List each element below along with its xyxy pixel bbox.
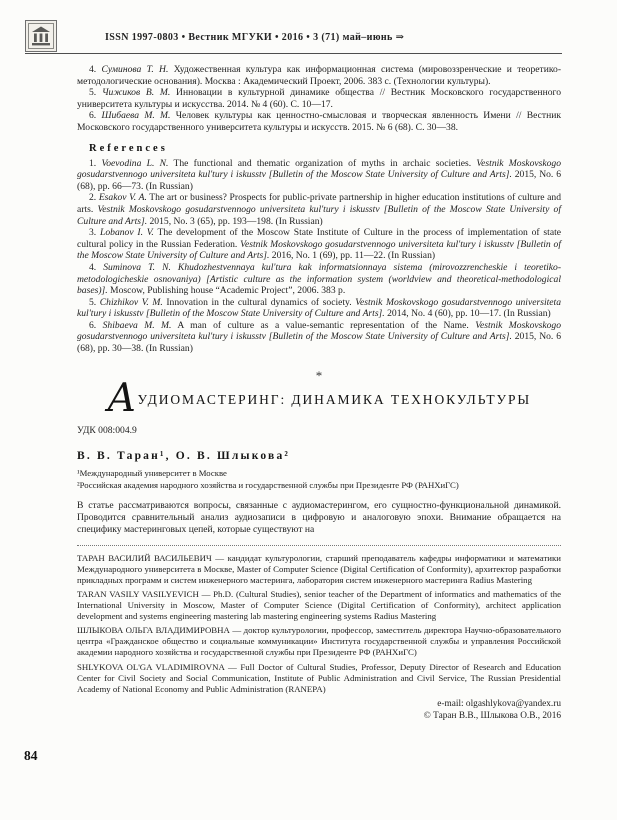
title-text: УДИОМАСТЕРИНГ: ДИНАМИКА ТЕХНОКУЛЬТУРЫ [137,391,532,407]
reference-item: 6. Shibaeva M. M. A man of culture as a value-semantic representation of the Name. Vestnik Moskovskogo gosudarstvennogo universiteta kul'tury i iskusstv [Bulletin of the Moscow State University of Culture and Arts]. 2015, No. 6 (68), pp. 30—38. (In Russian) [77,319,562,355]
title-drop-cap: А [106,375,137,421]
reference-item: 5. Chizhikov V. M. Innovation in the cultural dynamics of society. Vestnik Moskovskogo gosudarstvennogo universiteta kul'tury i iskusstv [Bulletin of the Moscow State University of Culture and Arts]. 2014, No. 4 (60), pp. 10—17. (In Russian) [77,296,561,320]
bio-item: ШЛЫКОВА ОЛЬГА ВЛАДИМИРОВНА — доктор культурологии, профессор, заместитель директора Научно-образовательного центра «Гражданское общество и социальные коммуникации» Института государственной службы и управления Российской академии народного хозяйства и государственной службы при Президенте РФ (РАНХиГС) [77,625,561,658]
email-line: e-mail: olgashlykova@yandex.ru [437,698,561,709]
page-number: 84 [24,748,38,763]
page-content [77,64,561,723]
udc-code: УДК 008:004.9 [77,424,137,436]
russian-references-section [77,64,561,134]
references-section [77,158,561,355]
article-abstract: В статье рассматриваются вопросы, связанные с аудиомастерингом, его сущностно-функциональной динамикой. Проводится сравнительный анализ аудиозаписи в цифровую и аналоговую эпохи. Внимание обращается на специфику мастеринговых цепей, которые существуют на [77,499,561,535]
bio-item: TARAN VASILY VASILYEVICH — Ph.D. (Cultural Studies), senior teacher of the Department of informatics and mathematics of the International University in Moscow, Master of Computer Science (Digital Certification of Conformity), architect application development and systems engineering mastering lab mastering engineering systems Radius Mastering [77,588,561,622]
header-divider [25,53,562,54]
reference-item: 4. Суминова Т. Н. Художественная культура как информационная система (мировоззренческие и теоретико-методологические основания). Москва : Академический Проект, 2006. 383 с. (Технологии культуры). [77,64,562,87]
journal-logo-icon [25,20,57,52]
reference-item: 3. Lobanov I. V. The development of the Moscow State Institute of Culture in the process of implementation of state cultural policy in the Russian Federation. Vestnik Moskovskogo gosudarstvennogo universiteta kul'tury i iskusstv [Bulletin of the Moscow State University of Culture and Arts]. 2016, No. 1 (69), pp. 11—22. (In Russian) [77,227,561,262]
header-issn-line: ISSN 1997-0803 • Вестник МГУКИ • 2016 • 3 (71) май–июнь ⇒ [105,32,405,43]
copyright-line: © Таран В.В., Шлыкова О.В., 2016 [423,711,561,722]
reference-item: 4. Suminova T. N. Khudozhestvennaya kul'tura kak informatsionnaya sistema (mirovozzrencheskie i teoretiko-metodologicheskie osnovaniya) [Artistic culture as the information system (worldview and theoretical-methodological bases)]. Moscow, Publishing house “Academic Project”, 2006. 383 p. [77,261,562,297]
affiliation-line: ²Российская академия народного хозяйства и государственной службы при Президенте РФ (РАНХиГС) [77,479,459,490]
author-bios-section [77,553,561,695]
dotted-divider [77,545,561,546]
reference-item: 6. Шибаева М. М. Человек культуры как ценностно-смысловая и творческая явленность Имени // Вестник Московского государственного университета культуры и искусств. 2015. № 6 (68). С. 30—38. [77,110,561,133]
references-heading: References [89,142,168,154]
reference-item: 5. Чижиков В. М. Инновации в культурной динамике общества // Вестник Московского государственного университета культуры и искусства. 2014. № 4 (60). С. 10—17. [77,87,561,110]
asterisk-divider: * [315,367,323,383]
bio-item: ТАРАН ВАСИЛИЙ ВАСИЛЬЕВИЧ — кандидат культурологии, старший преподаватель кафедры информатики и математики Международного университета в Москве, Master of Computer Science (Digital Certification of Conformity), архитектор разработки прикладных программ и систем инженерного мастеринга, лаборатория систем инженерного мастеринга Radius Mastering [77,552,561,585]
footer-block [77,698,561,723]
reference-item: 1. Voevodina L. N. The functional and thematic organization of myths in archaic societies. Vestnik Moskovskogo gosudarstvennogo universiteta kul'tury i iskusstv [Bulletin of the Moscow State University of Culture and Arts]. 2015, No. 6 (68), pp. 66—73. (In Russian) [77,157,562,192]
affiliation-line: ¹Международный университет в Москве [77,467,227,478]
authors-line: В. В. Таран¹, О. В. Шлыкова² [77,449,291,462]
article-title [77,375,561,421]
reference-item: 2. Esakov V. A. The art or business? Prospects for public-private partnership in higher education institutions of culture and arts. Vestnik Moskovskogo gosudarstvennogo universiteta kul'tury i iskusstv [Bulletin of the Moscow State University of Culture and Arts]. 2015, No. 3 (65), pp. 193—198. (In Russian) [77,192,562,227]
bio-item: SHLYKOVA OL'GA VLADIMIROVNA — Full Doctor of Cultural Studies, Professor, Deputy Director of Research and Education Center for Civil Society and Social Communication, Institute of Public Administration and Civil Service, The Russian Presidential Academy of National Economy and Public Administration (RANEPA) [77,661,561,694]
